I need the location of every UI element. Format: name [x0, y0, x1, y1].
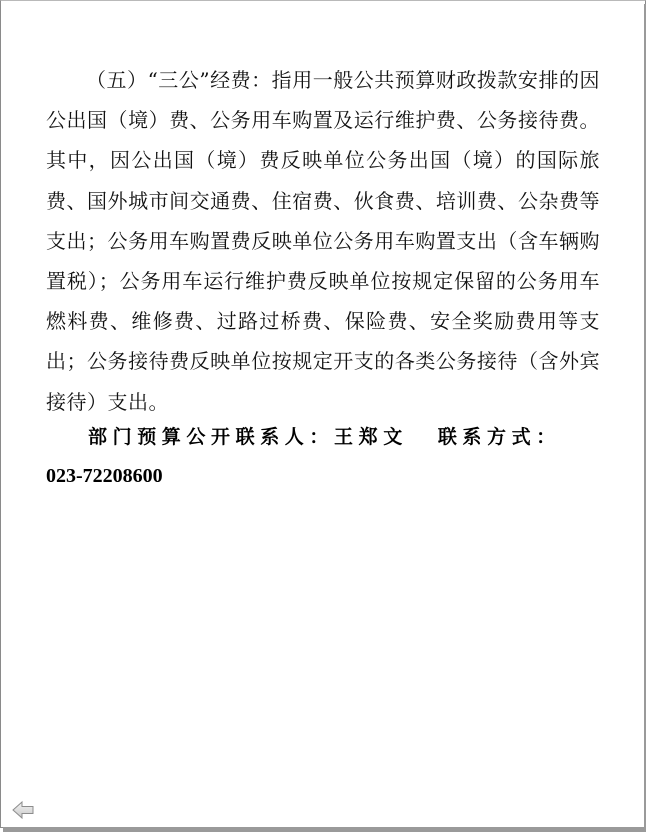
contact-block	[46, 418, 600, 496]
back-arrow-icon[interactable]	[12, 800, 34, 820]
contact-person: 部门预算公开联系人：王郑文	[88, 426, 408, 448]
document-body	[46, 60, 600, 422]
three-public-expenses-paragraph: （五）“三公”经费：指用一般公共预算财政拨款安排的因公出国（境）费、公务用车购置及运行维护费、公务接待费。其中，因公出国（境）费反映单位公务出国（境）的国际旅费、国外城市间交通费、住宿费、伙食费、培训费、公杂费等支出；公务用车购置费反映单位公务用车购置支出（含车辆购置税）；公务用车运行维护费反映单位按规定保留的公务用车燃料费、维修费、过路过桥费、保险费、安全奖励费用等支出；公务接待费反映单位按规定开支的各类公务接待（含外宾接待）支出。	[46, 68, 600, 414]
contact-phone: 023-72208600	[46, 465, 163, 487]
page-shadow-bottom	[3, 827, 646, 832]
contact-line	[46, 418, 600, 456]
contact-method-label: 联系方式：	[437, 426, 561, 448]
